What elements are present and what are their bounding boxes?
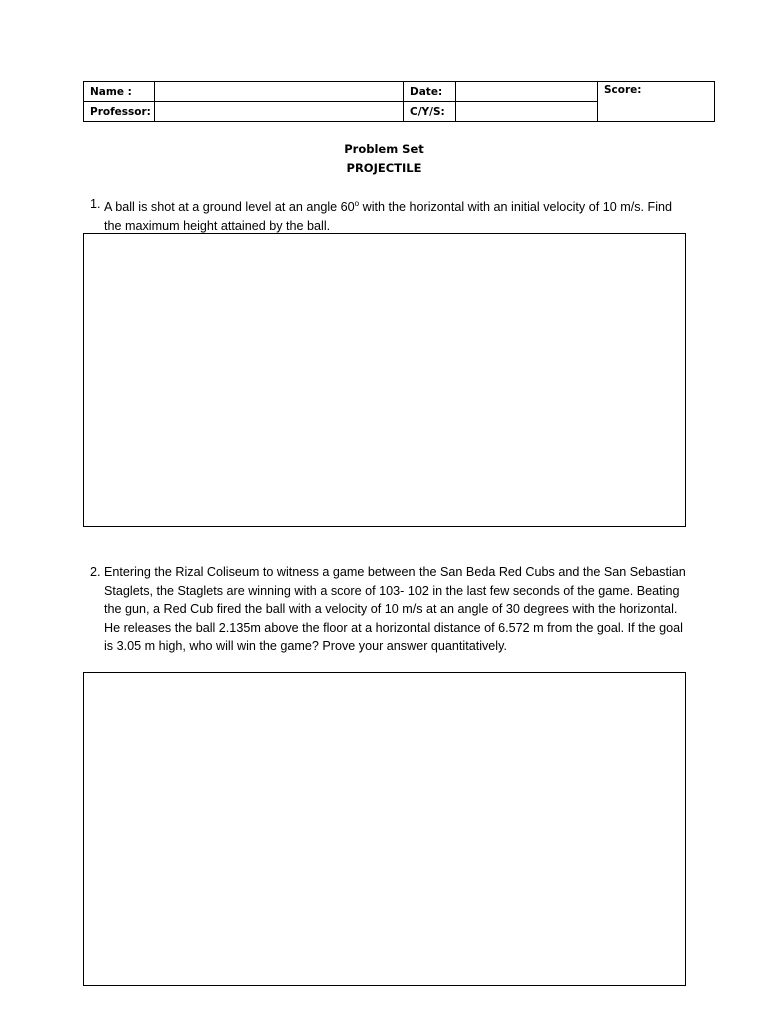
- document-title: Problem Set: [344, 142, 424, 156]
- student-info-table: [83, 81, 715, 122]
- name-label: Name :: [84, 82, 155, 102]
- date-label: Date:: [404, 82, 456, 102]
- answer-box-1[interactable]: [83, 233, 686, 527]
- question-text: A ball is shot at a ground level at an angle 60$^o$ with the horizontal with an initial velocity of 10 m/s. Find the maximum height attained by the ball.: [104, 199, 672, 233]
- professor-label: Professor:: [84, 102, 155, 122]
- professor-field[interactable]: [155, 102, 404, 122]
- name-field[interactable]: [155, 82, 404, 102]
- document-subtitle: PROJECTILE: [346, 161, 422, 175]
- question-number: 1.: [90, 197, 101, 211]
- question-2: [90, 563, 690, 656]
- cys-label: C/Y/S:: [404, 102, 456, 122]
- date-field[interactable]: [456, 82, 598, 102]
- question-text: Entering the Rizal Coliseum to witness a game between the San Beda Red Cubs and the San Sebastian Staglets, the Staglets are winning with a score of 103- 102 in the last few seconds of the game. Beating the gun, a Red Cub fired the ball with a velocity of 10 m/s at an angle of 30 degrees with the horizontal. He releases the ball 2.135m above the floor at a horizontal distance of 6.572 m from the goal. If the goal is 3.05 m high, who will win the game? Prove your answer quantitatively.: [104, 565, 686, 653]
- question-1: [90, 195, 690, 235]
- cys-field[interactable]: [456, 102, 598, 122]
- degree-superscript: o: [354, 199, 360, 208]
- score-label: Score:: [604, 84, 642, 96]
- question-number: 2.: [90, 565, 101, 579]
- answer-box-2[interactable]: [83, 672, 686, 986]
- score-cell[interactable]: [598, 82, 715, 122]
